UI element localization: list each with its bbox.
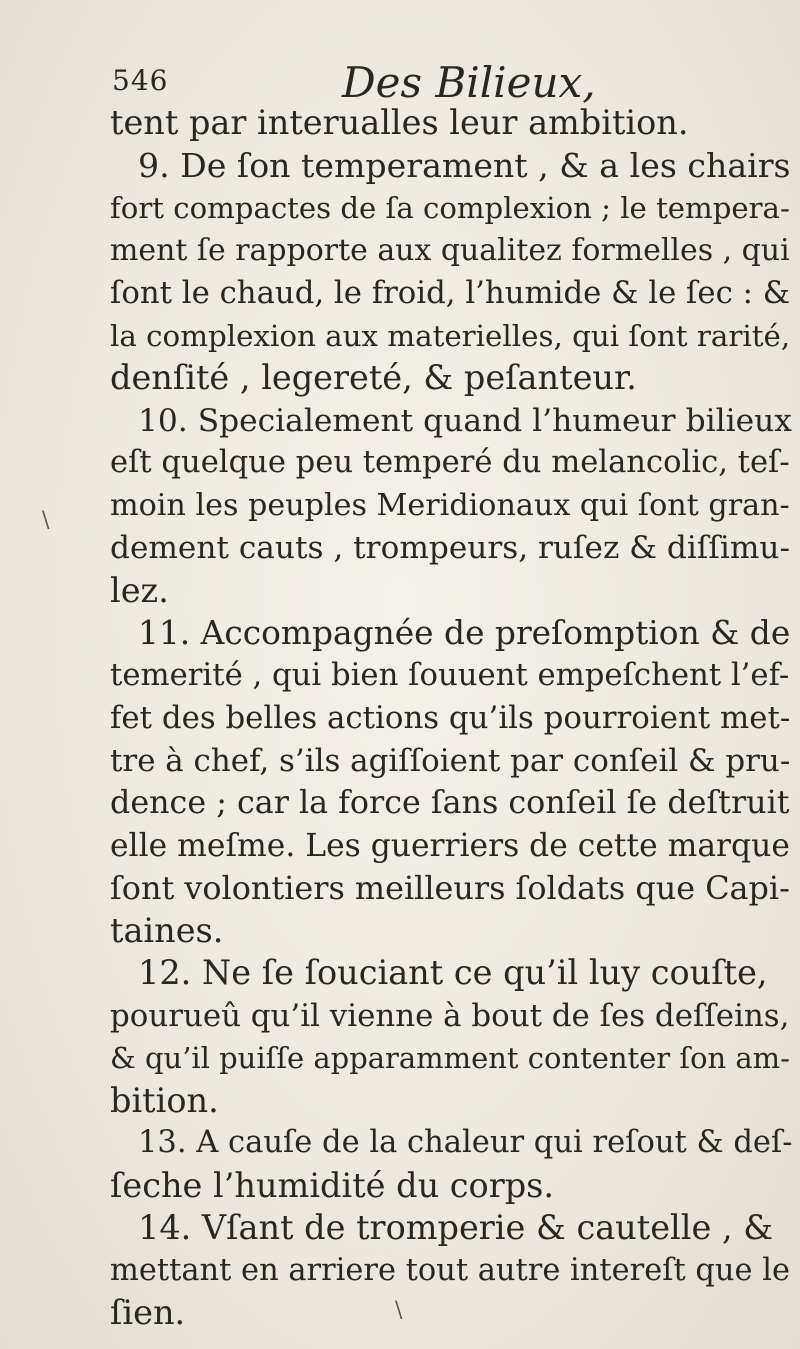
text-line: la complexion aux materielles, qui ſont rarité, — [110, 318, 791, 353]
text-line: 10. Specialement quand l’humeur bilieux — [138, 402, 792, 439]
text-line: ſien. — [110, 1293, 186, 1332]
text-line: taines. — [110, 910, 224, 950]
text-line: fet des belles actions qu’ils pourroient met- — [110, 700, 791, 736]
text-line: 9. De ſon temperament , & a les chairs — [138, 145, 791, 185]
text-line: temerité , qui bien ſouuent empeſchent l’ef- — [110, 657, 790, 693]
text-line: bition. — [110, 1080, 219, 1120]
running-head: Des Bilieux, — [342, 58, 596, 107]
text-line: ſont volontiers meilleurs ſoldats que Capi- — [110, 869, 790, 907]
text-line: lez. — [110, 570, 169, 610]
text-line: 12. Ne ſe ſouciant ce qu’il luy couſte, — [138, 953, 768, 992]
text-line: moin les peuples Meridionaux qui ſont gran- — [110, 487, 790, 523]
text-line: fort compactes de ſa complexion ; le tempera- — [110, 191, 790, 225]
text-line: eſt quelque peu temperé du melancolic, teſ- — [110, 445, 790, 480]
text-line: tre à chef, s’ils agiſſoient par conſeil & pru- — [110, 742, 791, 779]
text-line: tent par interualles leur ambition. — [110, 103, 689, 142]
text-line: 14. Vſant de tromperie & cautelle , & — [138, 1208, 774, 1247]
text-line: 11. Accompagnée de preſomption & de — [138, 614, 791, 652]
text-line: pourueû qu’il vienne à bout de ſes deſſeins, — [110, 997, 790, 1034]
body-text — [110, 102, 800, 1335]
text-line: dement cauts , trompeurs, ruſez & diſſimu- — [110, 530, 790, 566]
margin-mark: \ — [42, 508, 50, 533]
text-line: ſeche l’humidité du corps. — [110, 1165, 555, 1205]
text-line: mettant en arriere tout autre intereſt que le — [110, 1252, 790, 1288]
text-line: 13. A cauſe de la chaleur qui reſout & deſ- — [138, 1125, 793, 1160]
text-line: elle meſme. Les guerriers de cette marque — [110, 827, 790, 864]
text-line: dence ; car la force ſans conſeil ſe deſtruit — [110, 785, 790, 821]
text-line: & qu’il puiſſe apparamment contenter ſon am- — [110, 1041, 790, 1075]
page-number: 546 — [112, 64, 169, 97]
text-line: denſité , legereté, & peſanteur. — [110, 358, 637, 397]
text-line: ſont le chaud, le froid, l’humide & le ſec : & — [110, 275, 791, 311]
text-line: ment ſe rapporte aux qualitez formelles , qui — [110, 232, 790, 268]
margin-mark: \ — [395, 1298, 403, 1323]
